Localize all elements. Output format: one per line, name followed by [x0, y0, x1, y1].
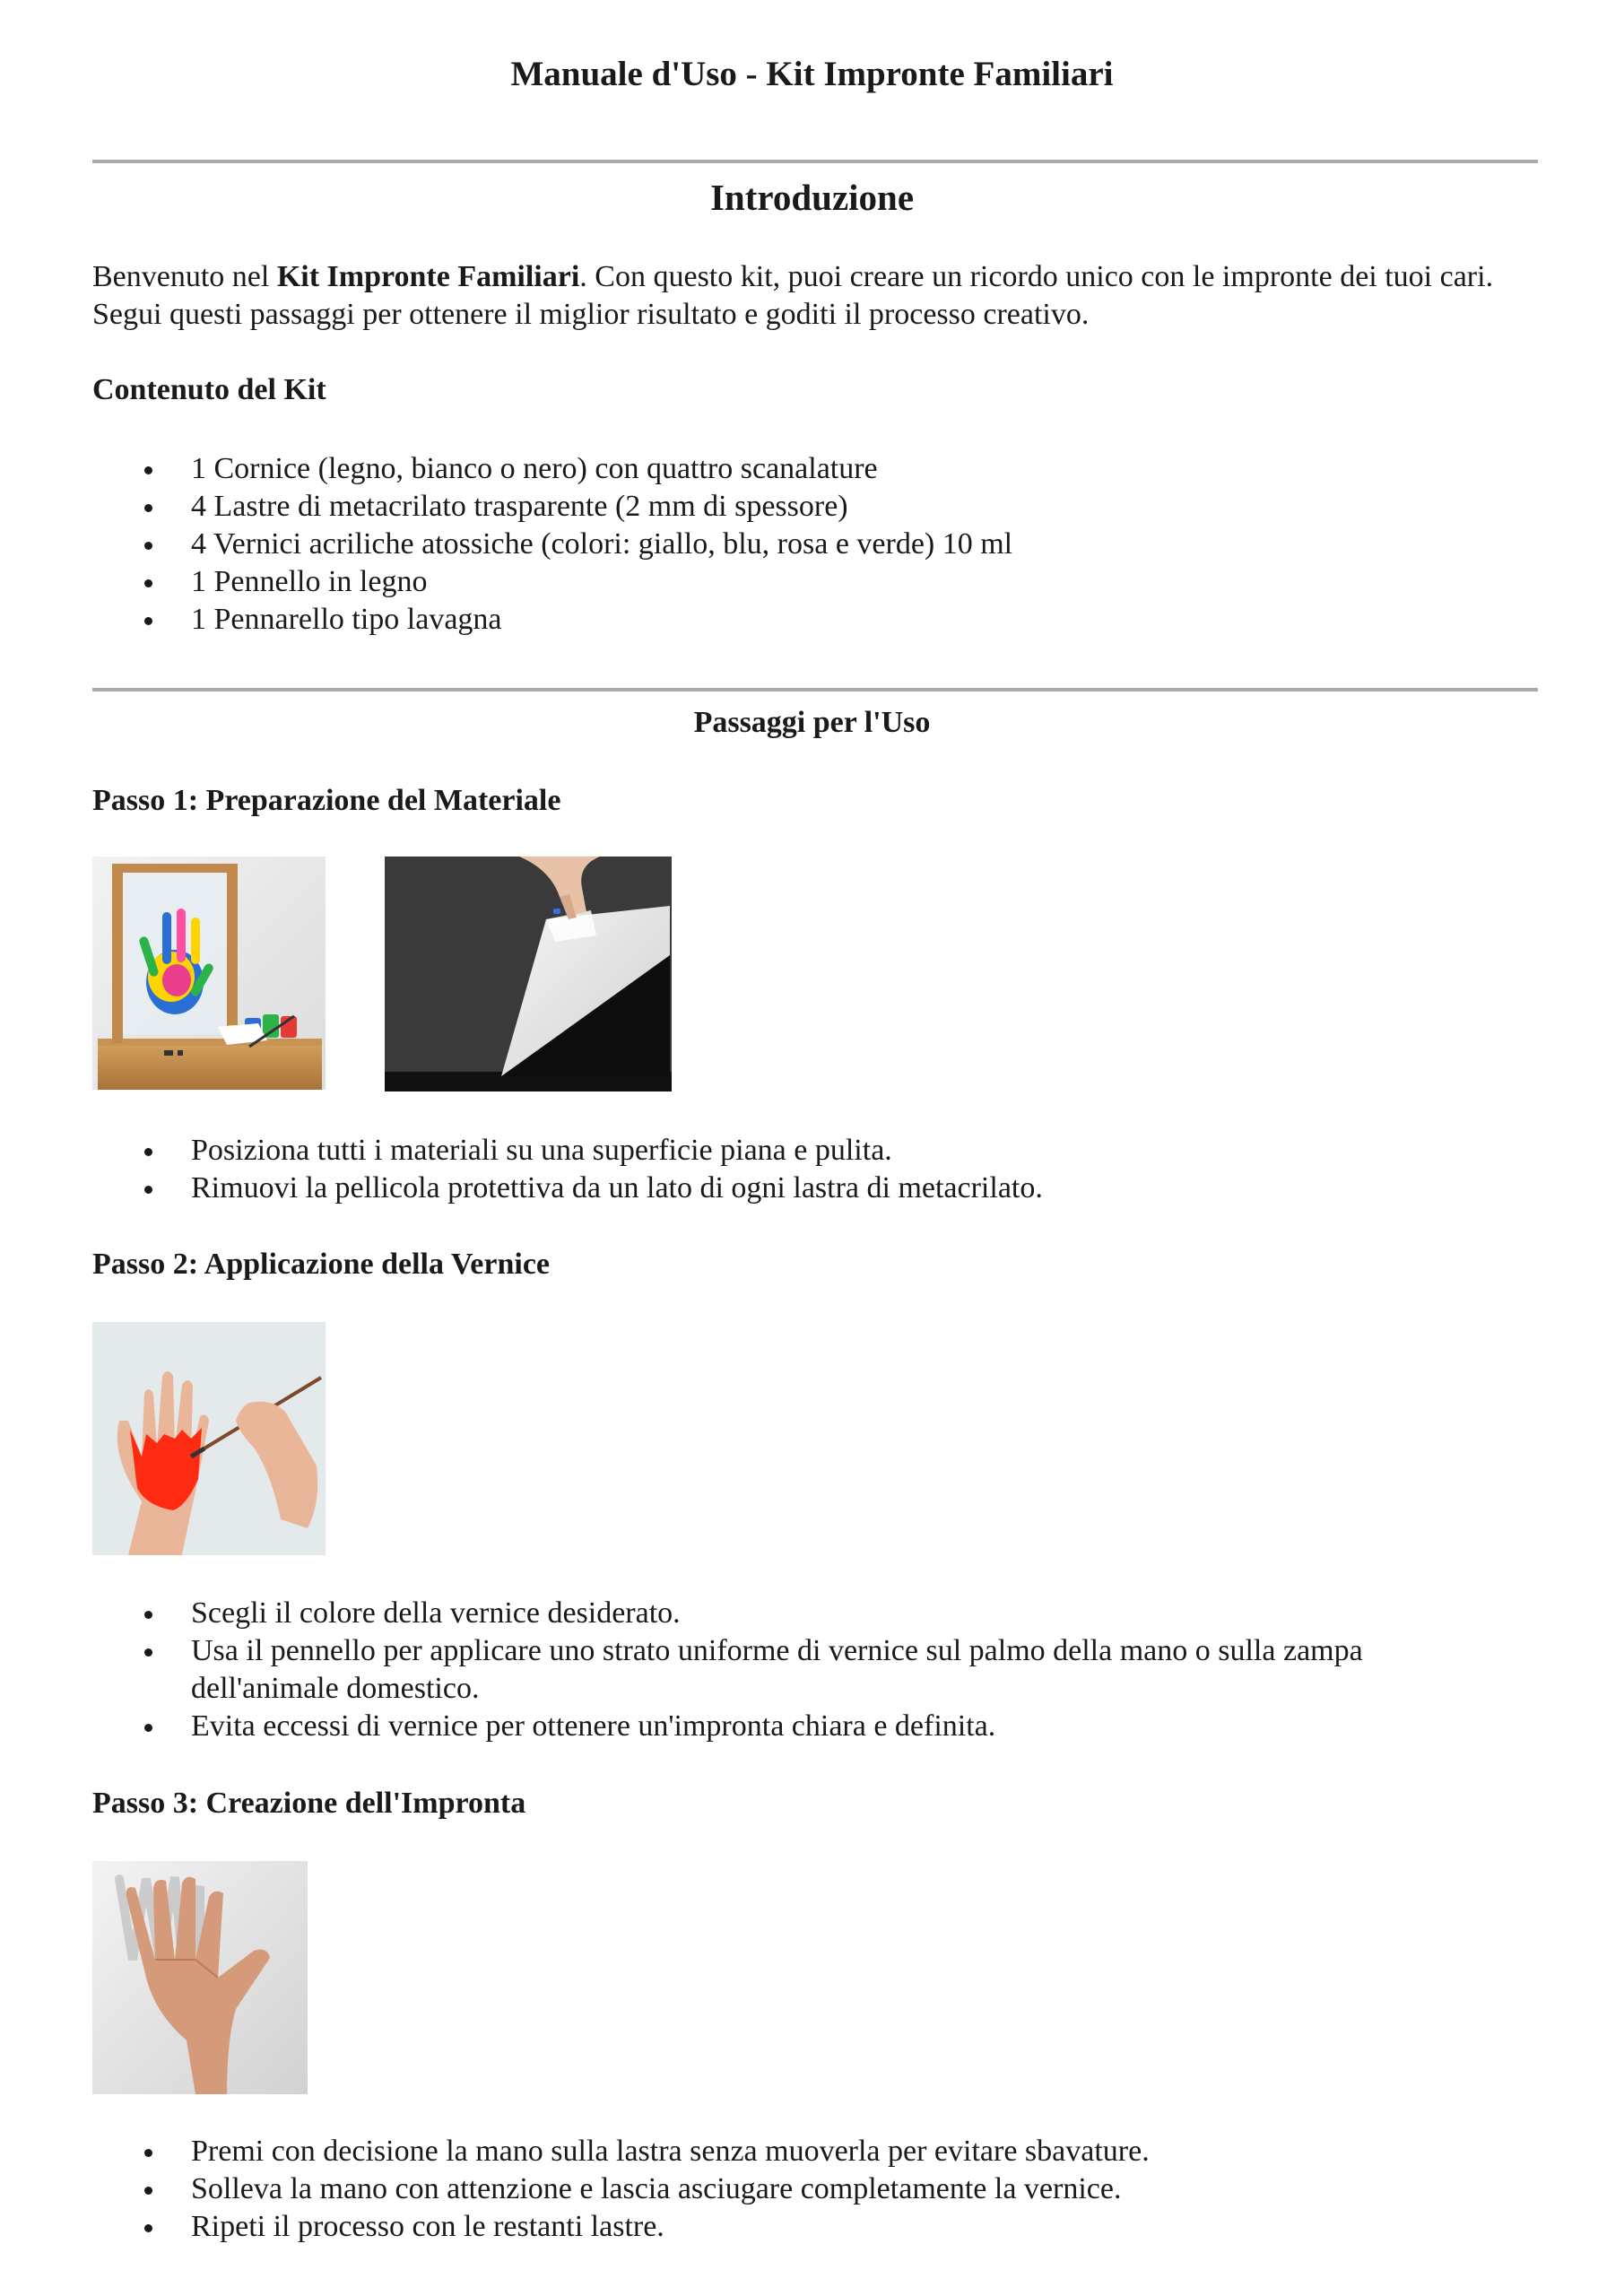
list-item: 1 Cornice (legno, bianco o nero) con quattro scanalature	[92, 450, 1491, 488]
list-item: Solleva la mano con attenzione e lascia asciugare completamente la vernice.	[92, 2170, 1491, 2208]
intro-kit-name: Kit Impronte Familiari	[276, 260, 580, 293]
document-title: Manuale d'Uso - Kit Impronte Familiari	[510, 55, 1114, 93]
step-2-list	[92, 1595, 1491, 1745]
list-item: Scegli il colore della vernice desiderato.	[92, 1595, 1491, 1632]
list-item: 4 Vernici acriliche atossiche (colori: giallo, blu, rosa e verde) 10 ml	[92, 526, 1491, 563]
painting-hand-red-photo	[92, 1322, 326, 1555]
intro-text-before: Benvenuto nel	[92, 260, 277, 293]
step-1-list	[92, 1132, 1491, 1207]
step-3-heading: Passo 3: Creazione dell'Impronta	[92, 1787, 526, 1820]
list-item: Posiziona tutti i materiali su una superficie piana e pulita.	[92, 1132, 1491, 1170]
list-item: 1 Pennarello tipo lavagna	[92, 601, 1491, 639]
kit-contents-list	[92, 450, 1491, 639]
intro-heading: Introduzione	[709, 177, 915, 218]
divider-top	[92, 160, 1538, 163]
peeling-protective-film-photo	[385, 857, 672, 1091]
step-2-heading: Passo 2: Applicazione della Vernice	[92, 1248, 550, 1281]
list-item: 1 Pennello in legno	[92, 563, 1491, 601]
hand-pressing-sheet-photo	[92, 1861, 308, 2094]
list-item: Rimuovi la pellicola protettiva da un lato di ogni lastra di metacrilato.	[92, 1170, 1491, 1207]
steps-heading: Passaggi per l'Uso	[693, 706, 931, 739]
kit-contents-heading: Contenuto del Kit	[92, 373, 326, 406]
step-3-list	[92, 2133, 1491, 2246]
divider-middle	[92, 688, 1538, 691]
intro-text-after: . Con questo kit, puoi creare un ricordo unico con le impronte dei tuoi cari. Segui questi passaggi per ottenere il miglior risultato e goditi il processo creativo.	[92, 260, 1494, 331]
list-item: Usa il pennello per applicare uno strato uniforme di vernice sul palmo della mano o sulla zampa dell'animale domestico.	[92, 1632, 1491, 1708]
intro-paragraph	[92, 258, 1545, 334]
list-item: Evita eccessi di vernice per ottenere un'impronta chiara e definita.	[92, 1708, 1491, 1745]
framed-handprint-kit-photo	[92, 857, 326, 1090]
list-item: Ripeti il processo con le restanti lastre.	[92, 2208, 1491, 2246]
step-1-heading: Passo 1: Preparazione del Materiale	[92, 784, 561, 817]
list-item: Premi con decisione la mano sulla lastra senza muoverla per evitare sbavature.	[92, 2133, 1491, 2170]
list-item: 4 Lastre di metacrilato trasparente (2 mm di spessore)	[92, 488, 1491, 526]
